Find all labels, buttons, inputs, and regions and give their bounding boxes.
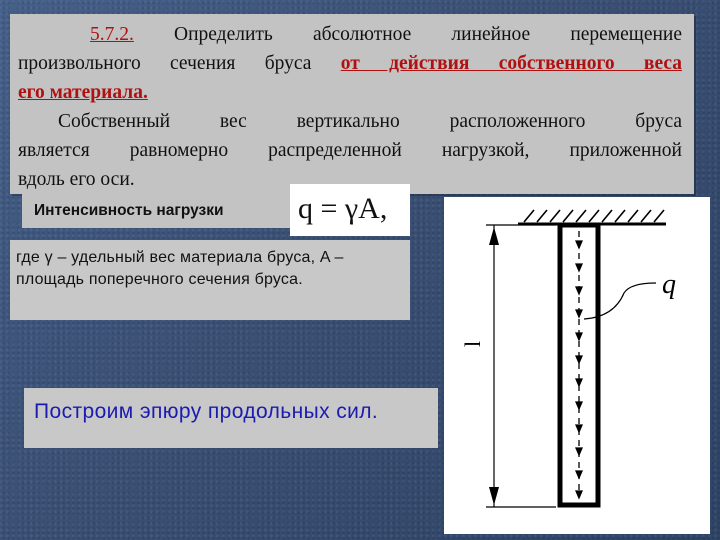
intensity-formula: q = γA, <box>298 192 388 225</box>
problem-line-3 <box>18 78 682 107</box>
bar-diagram-svg <box>444 197 710 534</box>
dimension-arrow-top <box>489 227 499 245</box>
build-text: Построим эпюру продольных сил. <box>34 400 379 423</box>
problem-emphasis-1: от действия собственного веса <box>340 53 682 74</box>
intensity-label: Интенсивность нагрузки <box>34 202 224 219</box>
problem-line-1-text: Определить абсолютное линейное перемещение <box>174 24 682 45</box>
problem-line-4: Собственный вес вертикально расположенного бруса <box>58 111 682 132</box>
problem-number: 5.7.2. <box>90 24 134 45</box>
problem-line-2-text: произвольного сечения бруса <box>18 53 312 74</box>
where-text: где γ – удельный вес материала бруса, A – площадь поперечного сечения бруса. <box>16 249 344 288</box>
problem-emphasis-2: его материала. <box>18 82 148 103</box>
problem-line-2 <box>18 49 682 78</box>
problem-line-5: является равномерно распределенной нагрузкой, приложенной <box>18 140 682 161</box>
load-label-q: q <box>662 269 676 300</box>
load-arrows <box>576 231 582 498</box>
load-leader-line <box>584 283 656 319</box>
length-label-l: l <box>460 340 485 347</box>
support-hatching <box>524 210 664 222</box>
dimension-arrow-bottom <box>489 487 499 505</box>
problem-line-1 <box>90 20 682 49</box>
bar-diagram <box>444 197 710 534</box>
dimension-line <box>486 225 556 507</box>
problem-line-6: вдоль его оси. <box>18 169 135 190</box>
